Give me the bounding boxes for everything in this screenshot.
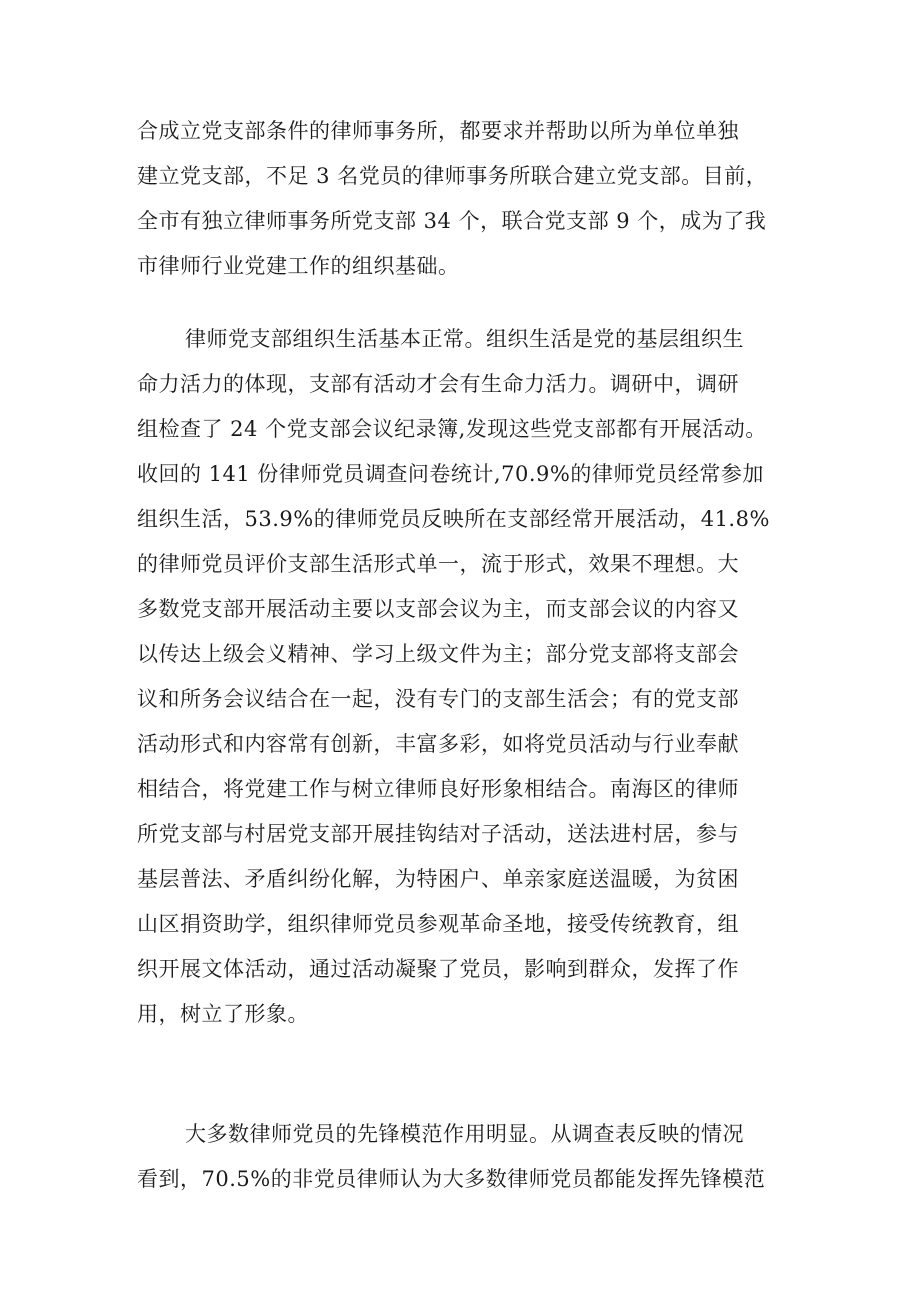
text-line: 相结合，将党建工作与树立律师良好形象相结合。南海区的律师 [137, 777, 739, 801]
paragraph-2 [137, 317, 770, 1037]
text-line: 多数党支部开展活动主要以支部会议为主，而支部会议的内容又 [137, 597, 739, 621]
text-line: 所党支部与村居党支部开展挂钩结对子活动，送法进村居，参与 [137, 822, 739, 846]
paragraph-1 [137, 109, 767, 289]
paragraph-3 [137, 1112, 765, 1202]
text-line: 大多数律师党员的先锋模范作用明显。从调查表反映的情况 [185, 1122, 744, 1146]
text-line: 山区捐资助学，组织律师党员参观革命圣地，接受传统教育，组 [137, 912, 739, 936]
text-line: 收回的 141 份律师党员调查问卷统计,70.9%的律师党员经常参加 [137, 462, 764, 486]
text-line: 命力活力的体现，支部有活动才会有生命力活力。调研中，调研 [137, 372, 739, 396]
text-line: 织开展文体活动，通过活动凝聚了党员，影响到群众，发挥了作 [137, 957, 739, 981]
text-line: 活动形式和内容常有创新，丰富多彩，如将党员活动与行业奉献 [137, 732, 739, 756]
text-line: 看到，70.5%的非党员律师认为大多数律师党员都能发挥先锋模范 [137, 1167, 766, 1191]
text-line: 律师党支部组织生活基本正常。组织生活是党的基层组织生 [185, 327, 744, 351]
text-line: 市律师行业党建工作的组织基础。 [137, 254, 460, 278]
text-line: 组检查了 24 个党支部会议纪录簿,发现这些党支部都有开展活动。 [137, 417, 767, 441]
text-line: 合成立党支部条件的律师事务所，都要求并帮助以所为单位单独 [137, 119, 739, 143]
text-line: 建立党支部，不足 3 名党员的律师事务所联合建立党支部。目前， [137, 164, 768, 188]
text-line: 用，树立了形象。 [137, 1002, 309, 1026]
text-line: 议和所务会议结合在一起，没有专门的支部生活会；有的党支部 [137, 687, 739, 711]
text-line: 基层普法、矛盾纠纷化解，为特困户、单亲家庭送温暖，为贫困 [137, 867, 739, 891]
text-line: 以传达上级会义精神、学习上级文件为主；部分党支部将支部会 [137, 642, 739, 666]
text-line: 全市有独立律师事务所党支部 34 个，联合党支部 9 个，成为了我 [137, 209, 767, 233]
text-line: 的律师党员评价支部生活形式单一，流于形式，效果不理想。大 [137, 552, 739, 576]
text-line: 组织生活，53.9%的律师党员反映所在支部经常开展活动，41.8% [137, 507, 770, 531]
